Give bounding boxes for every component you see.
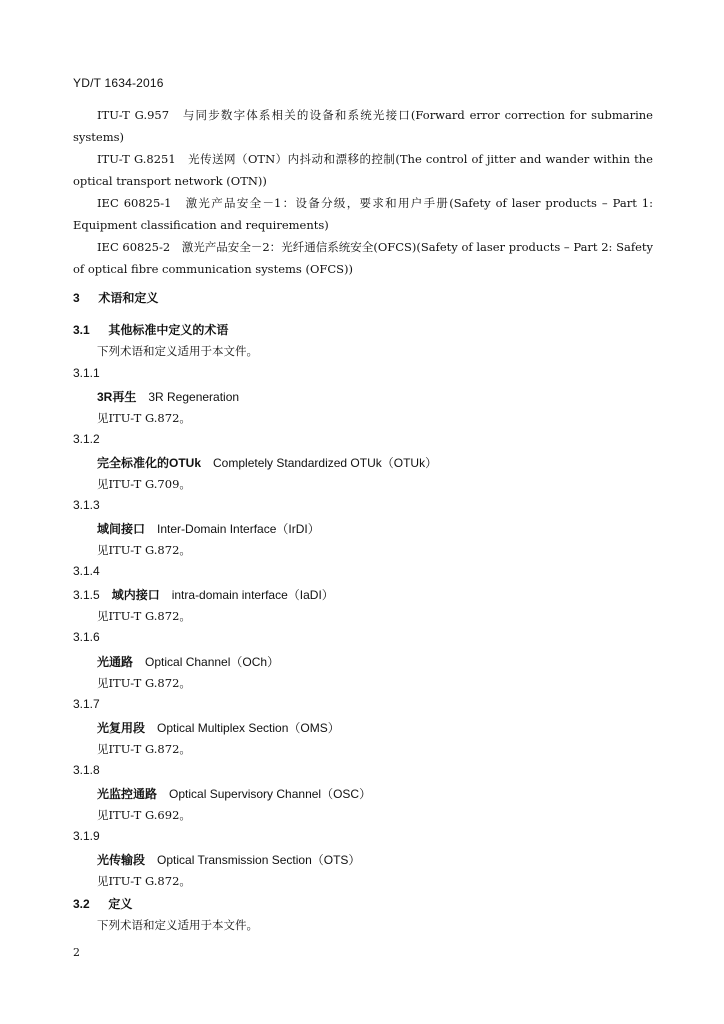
section-title: 其他标准中定义的术语 <box>108 323 229 337</box>
term-reference: 见ITU-T G.872。 <box>97 543 191 557</box>
term-english: intra-domain interface（IaDI） <box>171 588 334 602</box>
section-number: 3.2 <box>73 897 90 911</box>
term-number: 3.1.9 <box>73 829 100 843</box>
term-number: 3.1.1 <box>73 366 100 380</box>
term-english: Optical Supervisory Channel（OSC） <box>169 787 372 801</box>
term-english: Optical Channel（OCh） <box>145 655 280 669</box>
reference-item: IEC 60825-1 激光产品安全－1：设备分级，要求和用户手册(Safety of laser products – Part 1: Equipment classification and requirements) <box>73 196 653 232</box>
term-chinese: 完全标准化的OTUk <box>97 456 202 470</box>
term-chinese: 光复用段 <box>97 721 146 735</box>
section-title: 定义 <box>108 897 133 911</box>
term-number: 3.1.3 <box>73 498 100 512</box>
normative-references-list <box>73 104 653 280</box>
section-3-heading <box>73 289 158 306</box>
term-reference: 见ITU-T G.872。 <box>97 676 191 690</box>
section-number: 3.1 <box>73 323 90 337</box>
term-number: 3.1.8 <box>73 763 100 777</box>
reference-item: ITU-T G.8251 光传送网（OTN）内抖动和漂移的控制(The control of jitter and wander within the optical transport network (OTN)) <box>73 152 653 188</box>
term-heading <box>97 851 360 868</box>
term-reference: 见ITU-T G.872。 <box>97 742 191 756</box>
term-english: Completely Standardized OTUk（OTUk） <box>213 456 438 470</box>
term-heading <box>97 653 279 670</box>
term-reference: 见ITU-T G.872。 <box>97 411 191 425</box>
term-chinese: 域内接口 <box>111 588 160 602</box>
section-3-2-heading <box>73 895 132 912</box>
term-heading <box>97 388 239 405</box>
term-heading <box>97 454 437 471</box>
term-number: 3.1.7 <box>73 697 100 711</box>
term-heading-inline <box>73 586 334 603</box>
section-title: 术语和定义 <box>98 291 159 305</box>
term-reference: 见ITU-T G.709。 <box>97 477 191 491</box>
term-english: Optical Multiplex Section（OMS） <box>157 721 340 735</box>
document-code-header: YD/T 1634-2016 <box>73 76 164 90</box>
page-number: 2 <box>73 946 80 959</box>
term-number: 3.1.6 <box>73 630 100 644</box>
term-reference: 见ITU-T G.872。 <box>97 609 191 623</box>
term-heading <box>97 520 320 537</box>
reference-item: IEC 60825-2 激光产品安全－2：光纤通信系统安全(OFCS)(Safety of laser products – Part 2: Safety of optical fibre communication systems (OFCS)) <box>73 240 653 276</box>
term-chinese: 域间接口 <box>97 522 146 536</box>
term-heading <box>97 719 340 736</box>
section-3-1-heading <box>73 321 228 338</box>
term-number: 3.1.2 <box>73 432 100 446</box>
term-reference: 见ITU-T G.872。 <box>97 874 191 888</box>
term-reference: 见ITU-T G.692。 <box>97 808 191 822</box>
term-number: 3.1.5 <box>73 588 100 602</box>
section-3-1-intro: 下列术语和定义适用于本文件。 <box>97 344 258 358</box>
term-heading <box>97 785 371 802</box>
section-number: 3 <box>73 291 80 305</box>
term-chinese: 3R再生 <box>97 390 137 404</box>
term-chinese: 光通路 <box>97 655 134 669</box>
term-chinese: 光传输段 <box>97 853 146 867</box>
term-chinese: 光监控通路 <box>97 787 158 801</box>
reference-item: ITU-T G.957 与同步数字体系相关的设备和系统光接口(Forward error correction for submarine systems) <box>73 108 653 144</box>
term-english: 3R Regeneration <box>148 390 240 404</box>
term-english: Inter-Domain Interface（IrDI） <box>157 522 320 536</box>
section-3-2-intro: 下列术语和定义适用于本文件。 <box>97 918 258 932</box>
term-number: 3.1.4 <box>73 564 100 578</box>
term-english: Optical Transmission Section（OTS） <box>157 853 361 867</box>
